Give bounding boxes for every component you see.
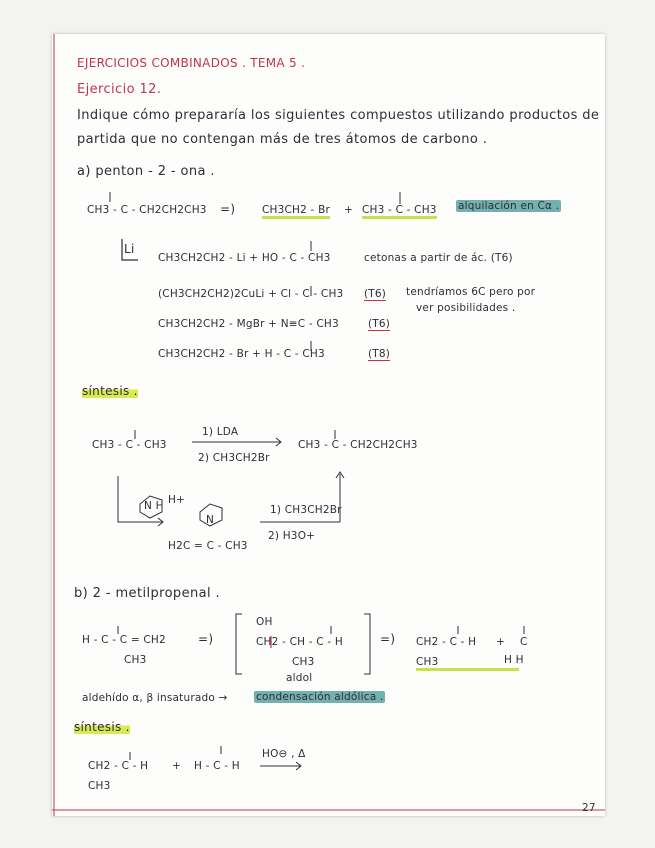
alt-route-1-comment: cetonas a partir de ác. (T6) — [364, 252, 513, 264]
synthesis-b-a-sub: CH3 — [88, 780, 111, 792]
exercise-title: Ejercicio 12. — [77, 82, 162, 97]
enamine-step-2: 2) H3O+ — [268, 530, 316, 542]
alt-route-3-comment: (T6) — [368, 318, 391, 330]
alkylation-note: alquilación en Cα . — [458, 200, 560, 212]
retro-plus-b: + — [496, 636, 505, 648]
retro-fragment-b1: CH2 - C - H — [416, 636, 477, 648]
synthesis-b-b: H - C - H — [194, 760, 240, 772]
synthesis-reagent-1: 1) LDA — [202, 426, 239, 438]
statement-line-1: Indique cómo prepararía los siguientes compuestos utilizando productos de — [77, 108, 600, 123]
page-header: EJERCICIOS COMBINADOS . TEMA 5 . — [77, 56, 306, 70]
part-b-comment: aldehído α, β insaturado → — [82, 692, 228, 704]
retro-arrow-a: =) — [220, 202, 236, 216]
synthesis-b-plus: + — [172, 760, 181, 772]
part-b-target: H - C - C = CH2 — [82, 634, 166, 646]
retro-fragment-b2: C — [520, 636, 528, 648]
retro-plus: + — [344, 204, 353, 216]
alt-route-3: CH3CH2CH2 - MgBr + N≡C - CH3 — [158, 318, 339, 330]
alt-route-4-comment: (T8) — [368, 348, 391, 360]
aldol-bracket-left — [236, 614, 242, 674]
part-a-label: a) penton - 2 - ona . — [77, 164, 215, 179]
alt-route-4: CH3CH2CH2 - Br + H - C - CH3 — [158, 348, 325, 360]
part-b-label: b) 2 - metilpropenal . — [74, 586, 221, 601]
aldol-bracket-right — [364, 614, 370, 674]
synthesis-b-a: CH2 - C - H — [88, 760, 149, 772]
statement-line-2: partida que no contengan más de tres átomos de carbono . — [77, 132, 488, 147]
enamine-step-1: 1) CH3CH2Br — [270, 504, 342, 516]
synthesis-reagent-2: 2) CH3CH2Br — [198, 452, 270, 464]
enamine-reagent: N H — [144, 500, 164, 512]
part-a-target: CH3 - C - CH2CH2CH3 — [87, 204, 207, 216]
alt-route-1: CH3CH2CH2 - Li + HO - C - CH3 — [158, 252, 331, 264]
synthesis-label-b: síntesis . — [74, 720, 130, 734]
retro-fragment-a1: CH3CH2 - Br — [262, 204, 330, 219]
part-b-target-sub: CH3 — [124, 654, 147, 666]
retro-arrow-b: =) — [198, 632, 214, 646]
aldol-condensation-note: condensación aldólica . — [256, 691, 384, 703]
synthesis-product: CH3 - C - CH2CH2CH3 — [298, 439, 418, 451]
retro-fragment-b2-h: H H — [504, 654, 524, 666]
enamine-nitrogen: N — [206, 514, 215, 526]
aldol-label: aldol — [286, 672, 313, 684]
notebook-page — [52, 34, 605, 816]
aldol-sub: CH3 — [292, 656, 315, 668]
synthesis-start: CH3 - C - CH3 — [92, 439, 167, 451]
aldol-chain: CH2 - CH - C - H — [256, 636, 343, 648]
enamine-product: H2C = C - CH3 — [168, 540, 248, 552]
enamine-acid: H+ — [168, 494, 186, 506]
aldol-oh: OH — [256, 616, 273, 628]
retro-fragment-a2: CH3 - C - CH3 — [362, 204, 437, 219]
alt-note-2: ver posibilidades . — [416, 302, 516, 314]
page-number: 27 — [582, 802, 596, 814]
retro-arrow-b2: =) — [380, 632, 396, 646]
retro-fragment-b1-sub: CH3 — [416, 656, 519, 671]
synthesis-b-reagent: HO⊖ , Δ — [262, 748, 306, 760]
alt-route-2: (CH3CH2CH2)2CuLi + Cl - C - CH3 — [158, 288, 344, 300]
retro-label-li: Li — [124, 242, 135, 256]
alt-route-2-comment: (T6) — [364, 288, 387, 300]
synthesis-label-a: síntesis . — [82, 384, 138, 398]
alt-note-1: tendríamos 6C pero por — [406, 286, 536, 298]
